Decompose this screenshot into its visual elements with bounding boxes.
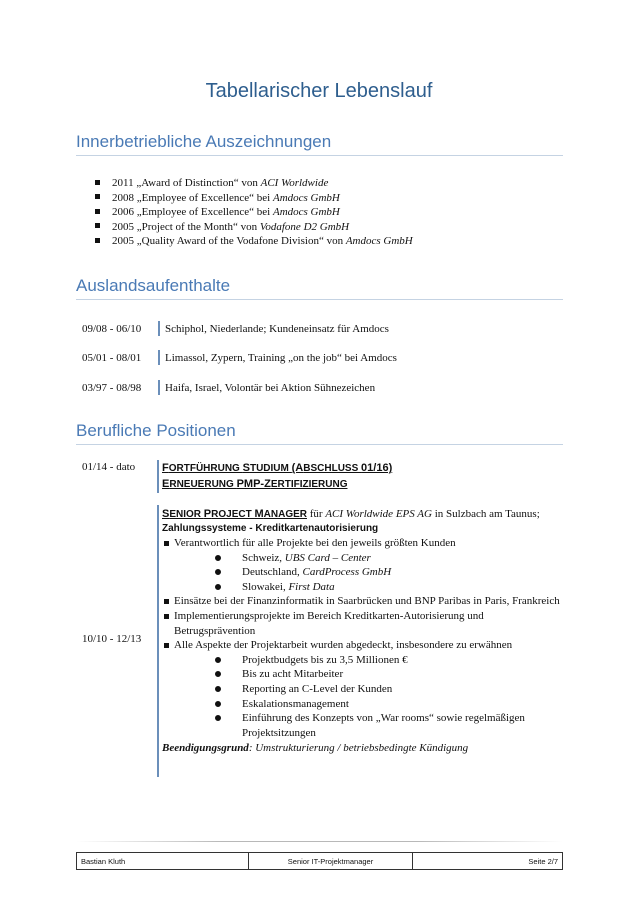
list-item: Slowakei, First Data xyxy=(230,580,562,595)
square-bullet-icon xyxy=(95,180,100,185)
page-footer xyxy=(76,852,563,870)
list-item: 2011 „Award of Distinction“ von ACI Worldwide xyxy=(95,176,413,191)
awards-list xyxy=(95,176,413,249)
date-label: 09/08 - 06/10 xyxy=(82,323,142,336)
square-bullet-icon xyxy=(95,194,100,199)
section-heading-positions: Berufliche Positionen xyxy=(76,421,563,445)
footer-name: Bastian Kluth xyxy=(77,853,249,869)
page-title: Tabellarischer Lebenslauf xyxy=(205,80,433,102)
list-item: 2005 „Project of the Month“ von Vodafone D2 GmbH xyxy=(95,220,413,235)
position-title: SENIOR PROJECT MANAGER für ACI Worldwide EPS AG in Sulzbach am Taunus; xyxy=(162,508,540,520)
position-title: ERNEUERUNG PMP-ZERTIFIZIERUNG xyxy=(162,478,348,490)
position-subtitle: Zahlungssysteme - Kreditkartenautorisierung xyxy=(162,523,379,534)
position-date: 01/14 - dato xyxy=(82,461,136,473)
list-item: 2005 „Quality Award of the Vodafone Division“ von Amdocs GmbH xyxy=(95,234,413,249)
list-item: 05/01 - 08/01 Limassol, Zypern, Training „on the job“ bei Amdocs xyxy=(82,351,397,366)
sub-list xyxy=(174,653,562,741)
section-heading-awards: Innerbetriebliche Auszeichnungen xyxy=(76,132,563,156)
footer-role: Senior IT-Projektmanager xyxy=(249,853,413,869)
responsibilities-list xyxy=(162,536,562,740)
square-bullet-icon xyxy=(95,238,100,243)
list-item: 2006 „Employee of Excellence“ bei Amdocs GmbH xyxy=(95,205,413,220)
list-item: Reporting an C-Level der Kunden xyxy=(230,682,562,697)
divider xyxy=(158,380,160,395)
position-title: FORTFÜHRUNG STUDIUM (ABSCHLUSS 01/16) xyxy=(162,462,393,474)
divider xyxy=(157,505,159,777)
list-item: Eskalationsmanagement xyxy=(230,697,562,712)
list-item: Verantwortlich für alle Projekte bei den jeweils größten Kunden Schweiz, UBS Card – Center Deutschland, CardProcess GmbH Slowakei, First Data xyxy=(162,536,562,594)
position-entry xyxy=(162,462,562,490)
sub-list xyxy=(174,551,562,595)
date-label: 05/01 - 08/01 xyxy=(82,352,142,365)
list-item: Implementierungsprojekte im Bereich Kreditkarten-Autorisierung und Betrugsprävention xyxy=(162,609,562,638)
list-item: Projektbudgets bis zu 3,5 Millionen € xyxy=(230,653,562,668)
position-date: 10/10 - 12/13 xyxy=(82,633,142,645)
divider xyxy=(158,350,160,365)
list-item: 03/97 - 08/98 Haifa, Israel, Volontär bei Aktion Sühnezeichen xyxy=(82,381,375,396)
date-label: 03/97 - 08/98 xyxy=(82,382,142,395)
divider xyxy=(157,460,159,493)
list-item: Deutschland, CardProcess GmbH xyxy=(230,565,562,580)
footer-page-number: Seite 2/7 xyxy=(528,856,558,866)
section-heading-abroad: Auslandsaufenthalte xyxy=(76,276,563,300)
list-item: Schweiz, UBS Card – Center xyxy=(230,551,562,566)
list-item: 09/08 - 06/10 Schiphol, Niederlande; Kundeneinsatz für Amdocs xyxy=(82,322,389,337)
square-bullet-icon xyxy=(95,223,100,228)
list-item: Alle Aspekte der Projektarbeit wurden abgedeckt, insbesondere zu erwähnen Projektbudgets bis zu 3,5 Millionen € Bis zu acht Mitarbeiter Reporting an C-Level der Kunden Eskalationsmanagement Einführung des Konzepts von „War rooms“ sowie regelmäßigen Projektsitzungen xyxy=(162,638,562,740)
list-item: Einsätze bei der Finanzinformatik in Saarbrücken und BNP Paribas in Paris, Frankreich xyxy=(162,594,562,609)
divider xyxy=(76,841,563,842)
square-bullet-icon xyxy=(95,209,100,214)
list-item: Bis zu acht Mitarbeiter xyxy=(230,667,562,682)
termination-reason: Beendigungsgrund: Umstrukturierung / betriebsbedingte Kündigung xyxy=(162,742,469,755)
list-item: 2008 „Employee of Excellence“ bei Amdocs GmbH xyxy=(95,191,413,206)
position-entry xyxy=(162,508,562,754)
divider xyxy=(158,321,160,336)
list-item: Einführung des Konzepts von „War rooms“ sowie regelmäßigen Projektsitzungen xyxy=(230,711,562,740)
